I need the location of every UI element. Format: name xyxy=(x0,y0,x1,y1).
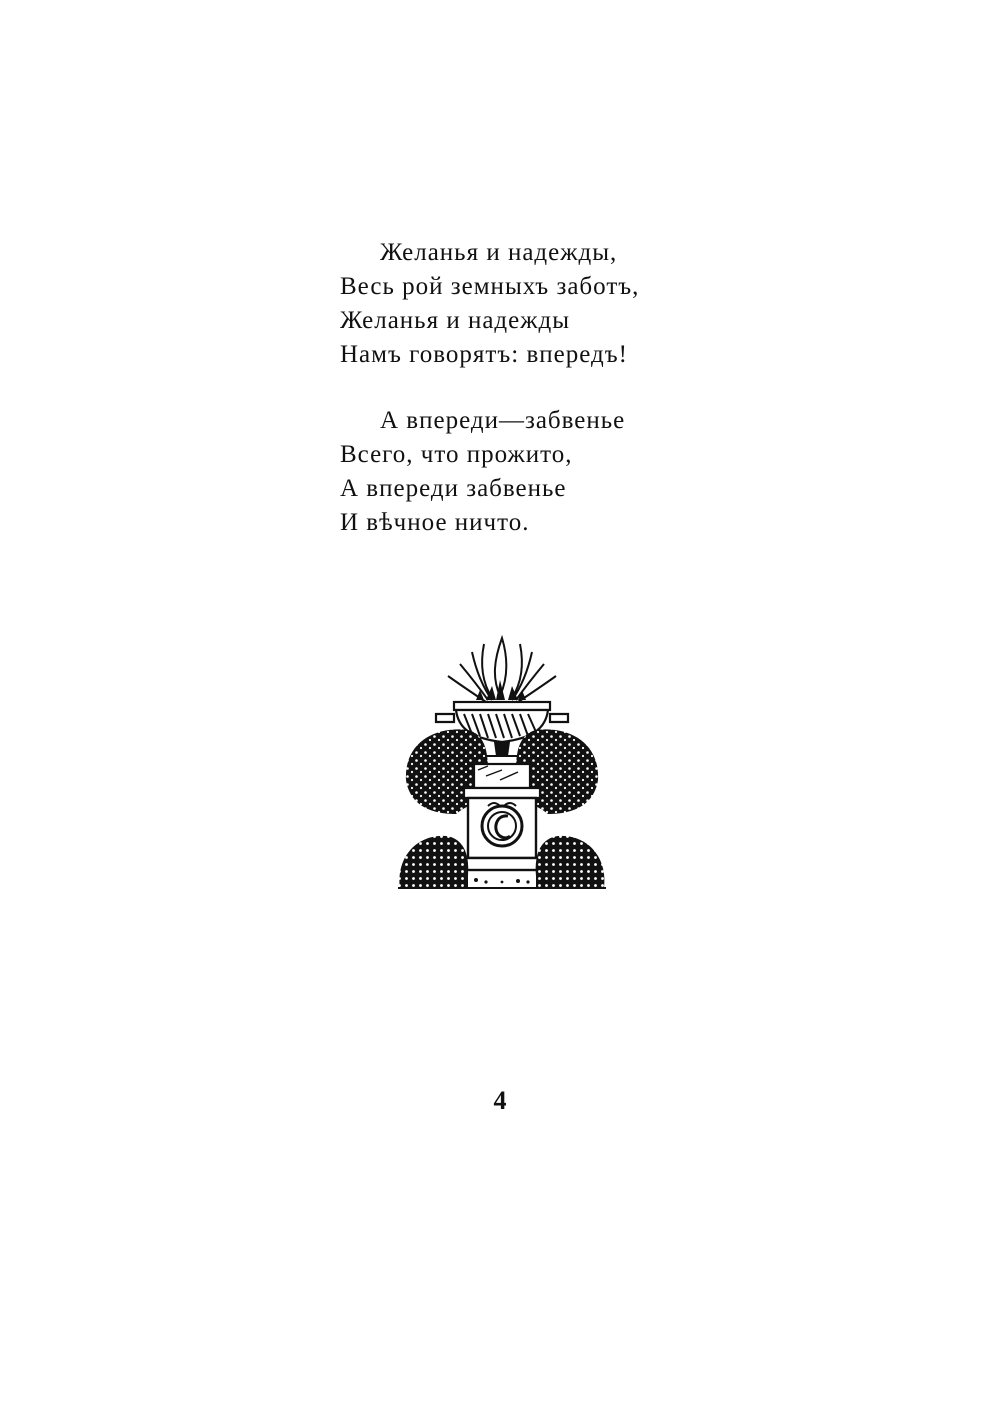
poem-line: А впереди забвенье xyxy=(340,475,567,502)
poem-line: Желанья и надежды, xyxy=(380,239,618,266)
poem-line: А впереди—забвенье xyxy=(380,407,626,434)
poem xyxy=(340,236,740,572)
poem-line: Намъ говорятъ: впередъ! xyxy=(340,341,628,368)
poem-line: И вѣчное ничто. xyxy=(340,509,530,536)
urn-on-pedestal-with-foliage-icon xyxy=(396,630,608,892)
stanza-2 xyxy=(340,404,740,540)
poem-line: Весь рой земныхъ заботъ, xyxy=(340,273,640,300)
stanza-1 xyxy=(340,236,740,372)
page-number: 4 xyxy=(493,1086,507,1115)
poem-line: Желанья и надежды xyxy=(340,307,571,334)
poem-line: Всего, что прожито, xyxy=(340,441,573,468)
